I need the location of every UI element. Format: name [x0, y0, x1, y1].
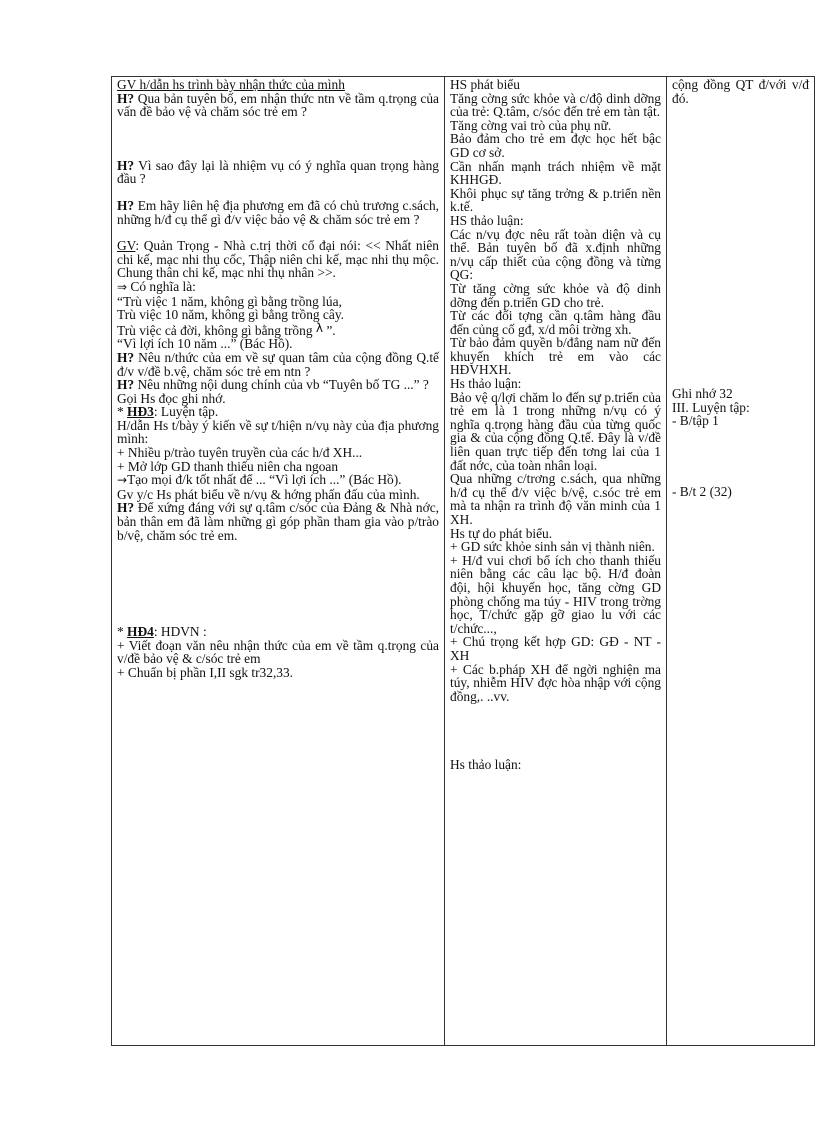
note-line: Ghi nhớ 32 — [672, 386, 733, 402]
note-line: - B/t 2 (32) — [672, 483, 732, 499]
table-row — [112, 77, 815, 1046]
note-line: III. Luyện tập: — [672, 399, 750, 415]
answer-line: Tăng cờng sức khỏe và c/độ dinh dỡng của trẻ: Q.tâm, c/sóc đến trẻ em tàn tật. — [450, 90, 661, 120]
student-activity-column — [445, 77, 667, 1046]
answer-line: Từ tăng cờng sức khỏe và độ dinh dỡng đến p.triển GD cho trẻ. — [450, 280, 661, 310]
answer-line: + H/đ vui chơi bổ ích cho thanh thiếu niên bằng các câu lạc bộ. H/đ đoàn đội, hội khuyến học, tăng cờng GD phòng chống ma túy - HIV trong trờng học, T/chức gặp gỡ giao lu với các t/chức..., — [450, 552, 661, 636]
lambda-symbol: λ — [315, 320, 323, 335]
question-6: H? Để xứng đáng với sự q.tâm c/sóc của Đảng & Nhà nớc, bản thân em đã làm những gì góp phần tham gia vào p/trào b/vệ, chăm sóc trẻ em. — [117, 500, 439, 543]
double-arrow-icon: ⇒ — [117, 279, 128, 294]
answer-line: Các n/vụ đợc nêu rất toàn diện và cụ thể. Bản tuyên bố đã x.định những n/vụ cấp thiết của cộng đồng và từng QG: — [450, 226, 661, 283]
answer-line: HS thảo luận: — [450, 212, 524, 228]
answer-line: Hs tự do phát biểu. — [450, 525, 553, 541]
answer-line: Hs thảo luận: — [450, 757, 522, 773]
answer-line: + Chú trọng kết hợp GD: GĐ - NT - XH — [450, 634, 661, 663]
note-line: cộng đồng QT đ/với v/đ đó. — [672, 77, 809, 106]
quote-line-4: “Vì lợi ích 10 năm ...” (Bác Hồ). — [117, 336, 293, 352]
bullet-1: + Nhiều p/trào tuyên truyền của các h/đ XH... — [117, 445, 363, 461]
question-5: H? Nêu những nội dung chính của vb “Tuyên bố TG ...” ? — [117, 377, 429, 393]
quote-line-3: Trù việc cả đời, không gì bằng trồng λ ”. — [117, 320, 336, 338]
answer-line: Từ bảo đảm quyền b/đẳng nam nữ đến khuyến khích trẻ em vào các HĐVHXH. — [450, 335, 661, 378]
right-arrow-icon: → — [117, 473, 128, 488]
quote-line-1: “Trù việc 1 năm, không gì bằng trồng lúa, — [117, 293, 342, 309]
homework-2: + Chuẩn bị phần I,II sgk tr32,33. — [117, 665, 294, 680]
question-2: H? Vì sao đây lại là nhiệm vụ có ý nghĩa quan trọng hàng đầu ? — [117, 157, 439, 187]
teacher-request: Gv y/c Hs phát biểu về n/vụ & hớng phấn đấu của mình. — [117, 486, 420, 502]
answer-line: Bảo đảm cho trẻ em đợc học hết bậc GD cơ sở. — [450, 131, 661, 160]
activity-3-heading: * HĐ3: Luyện tập. — [117, 404, 219, 420]
answer-line: + GD sức khỏe sinh sản vị thành niên. — [450, 539, 655, 555]
question-1: H? Qua bản tuyên bố, em nhận thức ntn về tầm q.trọng của vấn đề bảo vệ và chăm sóc trẻ em ? — [117, 90, 439, 120]
question-3: H? Em hãy liên hệ địa phương em đã có chủ trương c.sách, những h/đ cụ thể gì đ/v việc bảo vệ & chăm sóc trẻ em ? — [117, 197, 439, 227]
homework-1: + Viết đoạn văn nêu nhận thức của em về tầm q.trọng của v/đề bảo vệ & c/sóc trẻ em — [117, 637, 439, 667]
content-column — [667, 77, 815, 1046]
activity-3-guide: H/dẫn Hs t/bày ý kiến về sự t/hiện n/vụ này của địa phương mình: — [117, 417, 439, 447]
teacher-activity-column — [112, 77, 445, 1046]
note-line: - B/tập 1 — [672, 413, 719, 429]
guide-title: GV h/dẫn hs trình bày nhận thức của mình — [117, 77, 345, 92]
call-student: Gọi Hs đọc ghi nhớ. — [117, 390, 226, 406]
activity-4-heading: * HĐ4: HDVN : — [117, 624, 207, 640]
answer-line: HS phát biểu — [450, 77, 520, 92]
lesson-table — [111, 76, 815, 1046]
answer-line: + Các b.pháp XH để ngời nghiện ma túy, nhiễm HIV đợc hòa nhập với cộng đồng,. ..vv. — [450, 661, 661, 704]
answer-line: Tăng cờng vai trò của phụ nữ. — [450, 117, 612, 133]
answer-line: Từ các đối tợng cần q.tâm hàng đầu đến củng cố gđ, x/d môi trờng xh. — [450, 308, 661, 337]
answer-line: Bảo vệ q/lợi chăm lo đến sự p.triển của trẻ em là 1 trong những n/vụ có ý nghĩa q.trọng hàng đầu của từng quốc gia & của cộng đồng Q.tế. Đây là v/đề liên quan trực tiếp đến tơng lai của 1 đất nớc, của toàn nhân loại. — [450, 389, 661, 473]
teacher-quote: GV: Quản Trọng - Nhà c.trị thời cổ đại nói: << Nhất niên chi kế, mạc nhi thụ cốc, Thập niên chi kế, mạc nhi thụ mộc. Chung thân chi kế, mạc nhi thụ nhân >>. — [117, 238, 439, 281]
answer-line: Cần nhấn mạnh trách nhiệm về mặt KHHGĐ. — [450, 158, 661, 188]
meaning-line: ⇒ Có nghĩa là: — [117, 278, 196, 294]
answer-line: Hs thảo luận: — [450, 376, 522, 392]
bullet-3: →Tạo mọi đ/k tốt nhất để ... “Vì lợi ích ...” (Bác Hồ). — [117, 472, 402, 488]
bullet-2: + Mở lớp GD thanh thiếu niên cha ngoan — [117, 458, 339, 474]
quote-line-2: Trù việc 10 năm, không gì bằng trồng cây. — [117, 307, 344, 323]
question-4: H? Nêu n/thức của em về sự quan tâm của cộng đồng Q.tế đ/v v/đề b.vệ, chăm sóc trẻ em ntn ? — [117, 349, 439, 379]
answer-line: Khôi phục sự tăng trởng & p.triển nền k.tế. — [450, 185, 661, 215]
answer-line: Qua những c/trơng c.sách, qua những h/đ cụ thể đ/v việc b/vệ, c.sóc trẻ em mà ta nhận ra trình độ văn minh của 1 XH. — [450, 471, 661, 527]
